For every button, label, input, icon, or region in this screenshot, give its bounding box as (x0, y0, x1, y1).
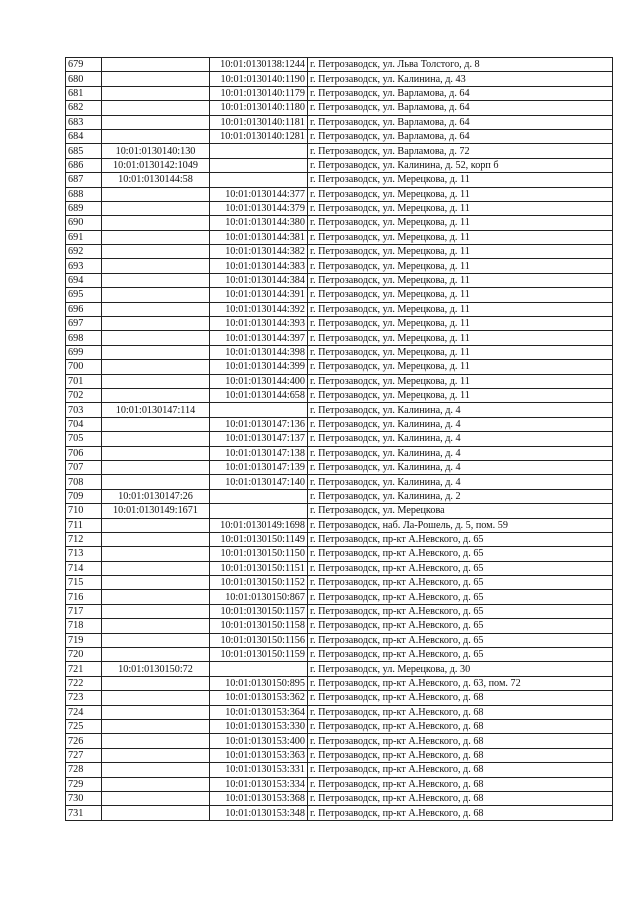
address-cell: г. Петрозаводск, ул. Калинина, д. 4 (308, 403, 613, 417)
row-number-cell: 684 (66, 129, 102, 143)
table-row (66, 532, 613, 546)
row-number-cell: 680 (66, 72, 102, 86)
table-row (66, 619, 613, 633)
row-number-cell: 719 (66, 633, 102, 647)
address-cell: г. Петрозаводск, ул. Калинина, д. 4 (308, 460, 613, 474)
building-cadastral-number-cell: 10:01:0130147:136 (210, 417, 308, 431)
address-cell: г. Петрозаводск, ул. Мерецкова, д. 11 (308, 317, 613, 331)
table-row (66, 734, 613, 748)
table-row (66, 806, 613, 820)
land-cadastral-number-cell (102, 201, 210, 215)
land-cadastral-number-cell (102, 388, 210, 402)
address-cell: г. Петрозаводск, ул. Варламова, д. 64 (308, 129, 613, 143)
building-cadastral-number-cell: 10:01:0130150:1156 (210, 633, 308, 647)
land-cadastral-number-cell (102, 734, 210, 748)
table-row (66, 662, 613, 676)
row-number-cell: 705 (66, 432, 102, 446)
table-row (66, 273, 613, 287)
row-number-cell: 697 (66, 317, 102, 331)
land-cadastral-number-cell (102, 288, 210, 302)
address-cell: г. Петрозаводск, ул. Мерецкова, д. 11 (308, 331, 613, 345)
land-cadastral-number-cell (102, 547, 210, 561)
building-cadastral-number-cell: 10:01:0130144:381 (210, 230, 308, 244)
table-row (66, 417, 613, 431)
building-cadastral-number-cell: 10:01:0130140:1181 (210, 115, 308, 129)
building-cadastral-number-cell: 10:01:0130144:377 (210, 187, 308, 201)
building-cadastral-number-cell: 10:01:0130153:364 (210, 705, 308, 719)
land-cadastral-number-cell (102, 446, 210, 460)
building-cadastral-number-cell: 10:01:0130144:399 (210, 360, 308, 374)
table-row (66, 403, 613, 417)
table-row (66, 504, 613, 518)
building-cadastral-number-cell: 10:01:0130144:383 (210, 259, 308, 273)
row-number-cell: 686 (66, 158, 102, 172)
table-row (66, 691, 613, 705)
building-cadastral-number-cell (210, 504, 308, 518)
land-cadastral-number-cell (102, 432, 210, 446)
property-registry-table (65, 57, 613, 821)
row-number-cell: 728 (66, 763, 102, 777)
table-row (66, 115, 613, 129)
building-cadastral-number-cell: 10:01:0130150:895 (210, 676, 308, 690)
building-cadastral-number-cell: 10:01:0130144:384 (210, 273, 308, 287)
row-number-cell: 725 (66, 719, 102, 733)
land-cadastral-number-cell (102, 86, 210, 100)
table-row (66, 158, 613, 172)
building-cadastral-number-cell: 10:01:0130147:140 (210, 475, 308, 489)
land-cadastral-number-cell (102, 791, 210, 805)
table-row (66, 388, 613, 402)
building-cadastral-number-cell: 10:01:0130150:1158 (210, 619, 308, 633)
row-number-cell: 730 (66, 791, 102, 805)
row-number-cell: 692 (66, 245, 102, 259)
land-cadastral-number-cell (102, 72, 210, 86)
table-row (66, 547, 613, 561)
table-row (66, 777, 613, 791)
address-cell: г. Петрозаводск, пр-кт А.Невского, д. 68 (308, 705, 613, 719)
land-cadastral-number-cell: 10:01:0130140:130 (102, 144, 210, 158)
building-cadastral-number-cell: 10:01:0130150:1149 (210, 532, 308, 546)
land-cadastral-number-cell (102, 719, 210, 733)
table-row (66, 475, 613, 489)
row-number-cell: 681 (66, 86, 102, 100)
address-cell: г. Петрозаводск, ул. Калинина, д. 4 (308, 417, 613, 431)
building-cadastral-number-cell: 10:01:0130150:1152 (210, 576, 308, 590)
land-cadastral-number-cell (102, 604, 210, 618)
table-row (66, 791, 613, 805)
row-number-cell: 720 (66, 648, 102, 662)
land-cadastral-number-cell (102, 518, 210, 532)
land-cadastral-number-cell (102, 561, 210, 575)
table-row (66, 705, 613, 719)
row-number-cell: 700 (66, 360, 102, 374)
table-row (66, 259, 613, 273)
table-row (66, 173, 613, 187)
building-cadastral-number-cell: 10:01:0130144:397 (210, 331, 308, 345)
address-cell: г. Петрозаводск, пр-кт А.Невского, д. 65 (308, 619, 613, 633)
land-cadastral-number-cell: 10:01:0130150:72 (102, 662, 210, 676)
address-cell: г. Петрозаводск, ул. Мерецкова, д. 11 (308, 288, 613, 302)
address-cell: г. Петрозаводск, ул. Мерецкова, д. 11 (308, 187, 613, 201)
table-row (66, 374, 613, 388)
table-row (66, 561, 613, 575)
row-number-cell: 704 (66, 417, 102, 431)
land-cadastral-number-cell (102, 115, 210, 129)
land-cadastral-number-cell: 10:01:0130144:58 (102, 173, 210, 187)
address-cell: г. Петрозаводск, пр-кт А.Невского, д. 68 (308, 806, 613, 820)
land-cadastral-number-cell (102, 273, 210, 287)
land-cadastral-number-cell (102, 129, 210, 143)
row-number-cell: 683 (66, 115, 102, 129)
address-cell: г. Петрозаводск, ул. Мерецкова, д. 11 (308, 230, 613, 244)
land-cadastral-number-cell (102, 648, 210, 662)
land-cadastral-number-cell (102, 317, 210, 331)
building-cadastral-number-cell (210, 403, 308, 417)
address-cell: г. Петрозаводск, ул. Варламова, д. 64 (308, 115, 613, 129)
table-row (66, 460, 613, 474)
building-cadastral-number-cell (210, 158, 308, 172)
table-row (66, 187, 613, 201)
address-cell: г. Петрозаводск, ул. Мерецкова, д. 11 (308, 245, 613, 259)
address-cell: г. Петрозаводск, пр-кт А.Невского, д. 65 (308, 604, 613, 618)
row-number-cell: 727 (66, 748, 102, 762)
land-cadastral-number-cell (102, 460, 210, 474)
table-row (66, 576, 613, 590)
address-cell: г. Петрозаводск, пр-кт А.Невского, д. 65 (308, 648, 613, 662)
row-number-cell: 710 (66, 504, 102, 518)
building-cadastral-number-cell: 10:01:0130147:138 (210, 446, 308, 460)
land-cadastral-number-cell (102, 691, 210, 705)
row-number-cell: 687 (66, 173, 102, 187)
row-number-cell: 723 (66, 691, 102, 705)
land-cadastral-number-cell (102, 101, 210, 115)
address-cell: г. Петрозаводск, ул. Мерецкова, д. 11 (308, 360, 613, 374)
building-cadastral-number-cell: 10:01:0130144:379 (210, 201, 308, 215)
row-number-cell: 695 (66, 288, 102, 302)
row-number-cell: 711 (66, 518, 102, 532)
land-cadastral-number-cell (102, 259, 210, 273)
building-cadastral-number-cell: 10:01:0130147:139 (210, 460, 308, 474)
building-cadastral-number-cell: 10:01:0130153:400 (210, 734, 308, 748)
address-cell: г. Петрозаводск, ул. Калинина, д. 43 (308, 72, 613, 86)
row-number-cell: 690 (66, 216, 102, 230)
table-row (66, 216, 613, 230)
building-cadastral-number-cell (210, 173, 308, 187)
row-number-cell: 718 (66, 619, 102, 633)
address-cell: г. Петрозаводск, ул. Льва Толстого, д. 8 (308, 58, 613, 72)
row-number-cell: 709 (66, 489, 102, 503)
table-row (66, 633, 613, 647)
row-number-cell: 694 (66, 273, 102, 287)
row-number-cell: 708 (66, 475, 102, 489)
row-number-cell: 693 (66, 259, 102, 273)
table-row (66, 446, 613, 460)
address-cell: г. Петрозаводск, ул. Варламова, д. 64 (308, 101, 613, 115)
address-cell: г. Петрозаводск, ул. Мерецкова, д. 11 (308, 388, 613, 402)
address-cell: г. Петрозаводск, ул. Мерецкова, д. 11 (308, 374, 613, 388)
table-row (66, 245, 613, 259)
row-number-cell: 685 (66, 144, 102, 158)
address-cell: г. Петрозаводск, ул. Мерецкова, д. 11 (308, 216, 613, 230)
row-number-cell: 724 (66, 705, 102, 719)
table-row (66, 331, 613, 345)
land-cadastral-number-cell (102, 475, 210, 489)
row-number-cell: 698 (66, 331, 102, 345)
address-cell: г. Петрозаводск, ул. Калинина, д. 4 (308, 475, 613, 489)
building-cadastral-number-cell: 10:01:0130150:867 (210, 590, 308, 604)
table-row (66, 345, 613, 359)
land-cadastral-number-cell (102, 345, 210, 359)
row-number-cell: 731 (66, 806, 102, 820)
land-cadastral-number-cell (102, 245, 210, 259)
row-number-cell: 713 (66, 547, 102, 561)
land-cadastral-number-cell (102, 576, 210, 590)
table-row (66, 129, 613, 143)
row-number-cell: 716 (66, 590, 102, 604)
building-cadastral-number-cell: 10:01:0130153:362 (210, 691, 308, 705)
table-row (66, 144, 613, 158)
building-cadastral-number-cell: 10:01:0130153:363 (210, 748, 308, 762)
row-number-cell: 703 (66, 403, 102, 417)
land-cadastral-number-cell (102, 374, 210, 388)
land-cadastral-number-cell (102, 633, 210, 647)
address-cell: г. Петрозаводск, ул. Мерецкова (308, 504, 613, 518)
address-cell: г. Петрозаводск, пр-кт А.Невского, д. 68 (308, 719, 613, 733)
address-cell: г. Петрозаводск, пр-кт А.Невского, д. 63, пом. 72 (308, 676, 613, 690)
building-cadastral-number-cell: 10:01:0130153:334 (210, 777, 308, 791)
land-cadastral-number-cell (102, 216, 210, 230)
building-cadastral-number-cell (210, 489, 308, 503)
building-cadastral-number-cell: 10:01:0130144:398 (210, 345, 308, 359)
building-cadastral-number-cell: 10:01:0130153:368 (210, 791, 308, 805)
land-cadastral-number-cell (102, 417, 210, 431)
land-cadastral-number-cell (102, 230, 210, 244)
land-cadastral-number-cell (102, 748, 210, 762)
building-cadastral-number-cell: 10:01:0130140:1281 (210, 129, 308, 143)
row-number-cell: 726 (66, 734, 102, 748)
land-cadastral-number-cell: 10:01:0130149:1671 (102, 504, 210, 518)
row-number-cell: 689 (66, 201, 102, 215)
land-cadastral-number-cell (102, 187, 210, 201)
land-cadastral-number-cell: 10:01:0130147:26 (102, 489, 210, 503)
table-row (66, 58, 613, 72)
building-cadastral-number-cell: 10:01:0130140:1179 (210, 86, 308, 100)
row-number-cell: 715 (66, 576, 102, 590)
building-cadastral-number-cell: 10:01:0130144:391 (210, 288, 308, 302)
table-row (66, 518, 613, 532)
table-row (66, 302, 613, 316)
address-cell: г. Петрозаводск, ул. Мерецкова, д. 11 (308, 259, 613, 273)
building-cadastral-number-cell: 10:01:0130147:137 (210, 432, 308, 446)
building-cadastral-number-cell: 10:01:0130144:658 (210, 388, 308, 402)
building-cadastral-number-cell: 10:01:0130153:331 (210, 763, 308, 777)
row-number-cell: 722 (66, 676, 102, 690)
row-number-cell: 712 (66, 532, 102, 546)
building-cadastral-number-cell: 10:01:0130140:1180 (210, 101, 308, 115)
address-cell: г. Петрозаводск, ул. Варламова, д. 72 (308, 144, 613, 158)
table-row (66, 763, 613, 777)
table-row (66, 676, 613, 690)
land-cadastral-number-cell: 10:01:0130147:114 (102, 403, 210, 417)
table-row (66, 288, 613, 302)
table-row (66, 590, 613, 604)
table-row (66, 86, 613, 100)
address-cell: г. Петрозаводск, пр-кт А.Невского, д. 65 (308, 547, 613, 561)
address-cell: г. Петрозаводск, пр-кт А.Невского, д. 68 (308, 691, 613, 705)
building-cadastral-number-cell: 10:01:0130144:392 (210, 302, 308, 316)
table-row (66, 719, 613, 733)
address-cell: г. Петрозаводск, ул. Мерецкова, д. 11 (308, 173, 613, 187)
row-number-cell: 729 (66, 777, 102, 791)
land-cadastral-number-cell (102, 619, 210, 633)
row-number-cell: 706 (66, 446, 102, 460)
address-cell: г. Петрозаводск, ул. Мерецкова, д. 11 (308, 302, 613, 316)
land-cadastral-number-cell (102, 676, 210, 690)
land-cadastral-number-cell (102, 58, 210, 72)
address-cell: г. Петрозаводск, пр-кт А.Невского, д. 68 (308, 763, 613, 777)
address-cell: г. Петрозаводск, ул. Калинина, д. 2 (308, 489, 613, 503)
building-cadastral-number-cell: 10:01:0130140:1190 (210, 72, 308, 86)
address-cell: г. Петрозаводск, пр-кт А.Невского, д. 68 (308, 748, 613, 762)
row-number-cell: 702 (66, 388, 102, 402)
row-number-cell: 707 (66, 460, 102, 474)
land-cadastral-number-cell (102, 532, 210, 546)
registry-table-body (66, 58, 613, 821)
address-cell: г. Петрозаводск, пр-кт А.Невского, д. 68 (308, 791, 613, 805)
table-row (66, 648, 613, 662)
table-row (66, 360, 613, 374)
land-cadastral-number-cell (102, 705, 210, 719)
row-number-cell: 679 (66, 58, 102, 72)
row-number-cell: 699 (66, 345, 102, 359)
table-row (66, 101, 613, 115)
address-cell: г. Петрозаводск, ул. Мерецкова, д. 30 (308, 662, 613, 676)
land-cadastral-number-cell (102, 302, 210, 316)
address-cell: г. Петрозаводск, пр-кт А.Невского, д. 65 (308, 590, 613, 604)
table-row (66, 72, 613, 86)
building-cadastral-number-cell: 10:01:0130144:393 (210, 317, 308, 331)
table-row (66, 432, 613, 446)
address-cell: г. Петрозаводск, пр-кт А.Невского, д. 68 (308, 734, 613, 748)
land-cadastral-number-cell (102, 331, 210, 345)
land-cadastral-number-cell (102, 777, 210, 791)
building-cadastral-number-cell: 10:01:0130150:1150 (210, 547, 308, 561)
row-number-cell: 714 (66, 561, 102, 575)
address-cell: г. Петрозаводск, пр-кт А.Невского, д. 68 (308, 777, 613, 791)
building-cadastral-number-cell: 10:01:0130150:1159 (210, 648, 308, 662)
address-cell: г. Петрозаводск, ул. Мерецкова, д. 11 (308, 273, 613, 287)
table-row (66, 748, 613, 762)
row-number-cell: 696 (66, 302, 102, 316)
table-row (66, 489, 613, 503)
address-cell: г. Петрозаводск, ул. Калинина, д. 4 (308, 432, 613, 446)
address-cell: г. Петрозаводск, ул. Калинина, д. 4 (308, 446, 613, 460)
address-cell: г. Петрозаводск, пр-кт А.Невского, д. 65 (308, 532, 613, 546)
building-cadastral-number-cell (210, 144, 308, 158)
address-cell: г. Петрозаводск, пр-кт А.Невского, д. 65 (308, 576, 613, 590)
table-row (66, 604, 613, 618)
address-cell: г. Петрозаводск, пр-кт А.Невского, д. 65 (308, 633, 613, 647)
address-cell: г. Петрозаводск, ул. Варламова, д. 64 (308, 86, 613, 100)
building-cadastral-number-cell: 10:01:0130153:330 (210, 719, 308, 733)
land-cadastral-number-cell (102, 360, 210, 374)
building-cadastral-number-cell: 10:01:0130149:1698 (210, 518, 308, 532)
building-cadastral-number-cell: 10:01:0130144:400 (210, 374, 308, 388)
building-cadastral-number-cell: 10:01:0130144:380 (210, 216, 308, 230)
table-row (66, 317, 613, 331)
row-number-cell: 682 (66, 101, 102, 115)
address-cell: г. Петрозаводск, ул. Калинина, д. 52, корп б (308, 158, 613, 172)
address-cell: г. Петрозаводск, пр-кт А.Невского, д. 65 (308, 561, 613, 575)
row-number-cell: 691 (66, 230, 102, 244)
row-number-cell: 717 (66, 604, 102, 618)
address-cell: г. Петрозаводск, наб. Ла-Рошель, д. 5, пом. 59 (308, 518, 613, 532)
land-cadastral-number-cell (102, 806, 210, 820)
row-number-cell: 721 (66, 662, 102, 676)
row-number-cell: 688 (66, 187, 102, 201)
building-cadastral-number-cell: 10:01:0130138:1244 (210, 58, 308, 72)
building-cadastral-number-cell: 10:01:0130150:1151 (210, 561, 308, 575)
land-cadastral-number-cell (102, 590, 210, 604)
address-cell: г. Петрозаводск, ул. Мерецкова, д. 11 (308, 201, 613, 215)
building-cadastral-number-cell: 10:01:0130150:1157 (210, 604, 308, 618)
building-cadastral-number-cell: 10:01:0130144:382 (210, 245, 308, 259)
building-cadastral-number-cell (210, 662, 308, 676)
land-cadastral-number-cell: 10:01:0130142:1049 (102, 158, 210, 172)
table-row (66, 201, 613, 215)
table-row (66, 230, 613, 244)
row-number-cell: 701 (66, 374, 102, 388)
building-cadastral-number-cell: 10:01:0130153:348 (210, 806, 308, 820)
address-cell: г. Петрозаводск, ул. Мерецкова, д. 11 (308, 345, 613, 359)
land-cadastral-number-cell (102, 763, 210, 777)
